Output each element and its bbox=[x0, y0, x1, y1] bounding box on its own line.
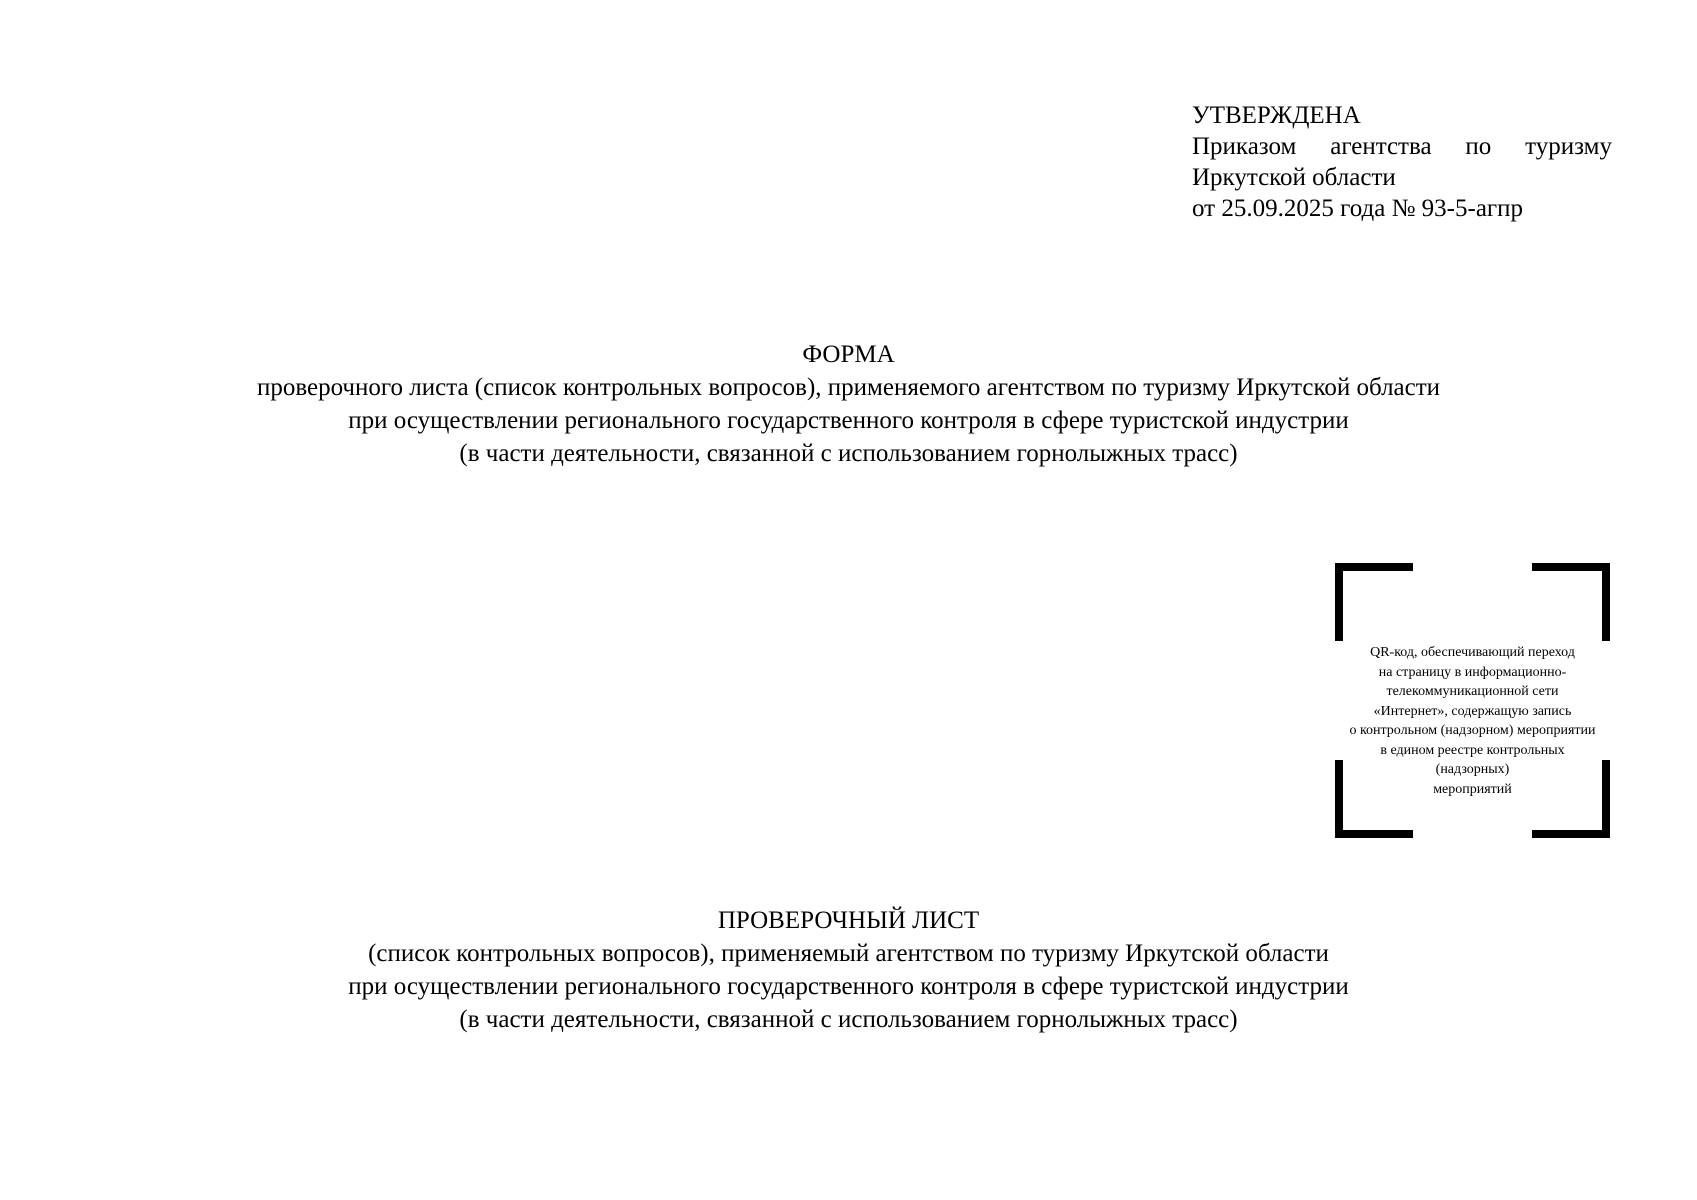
approval-status: УТВЕРЖДЕНА bbox=[1192, 102, 1361, 129]
approval-issuer-word: агентства bbox=[1330, 133, 1432, 160]
qr-caption-line: на страницу в информационно- bbox=[1378, 664, 1567, 680]
qr-caption-line: о контрольном (надзорном) мероприятии bbox=[1349, 723, 1596, 738]
qr-caption-line: (надзорных) bbox=[1435, 762, 1510, 777]
approval-region: Иркутской области bbox=[1192, 164, 1396, 191]
qr-caption-line: в едином реестре контрольных bbox=[1380, 742, 1565, 758]
qr-caption-line: мероприятий bbox=[1433, 781, 1512, 797]
qr-corner-top-right bbox=[1532, 563, 1610, 641]
form-heading-line: (в части деятельности, связанной с использованием горнолыжных трасс) bbox=[459, 440, 1238, 467]
form-heading-line: при осуществлении регионального государственного контроля в сфере туристской индустрии bbox=[348, 407, 1349, 434]
form-heading-line: проверочного листа (список контрольных вопросов), применяемого агентством по туризму Иркутской области bbox=[256, 374, 1441, 401]
qr-caption-line: телекоммуникационной сети bbox=[1386, 684, 1559, 699]
approval-order-ref: от 25.09.2025 года № 93-5-агпр bbox=[1192, 195, 1524, 222]
form-title: ФОРМА bbox=[802, 341, 895, 368]
checklist-heading-line: при осуществлении регионального государственного контроля в сфере туристской индустрии bbox=[348, 973, 1349, 1000]
approval-stamp bbox=[1192, 100, 1612, 224]
qr-code-placeholder bbox=[1335, 563, 1610, 838]
checklist-title: ПРОВЕРОЧНЫЙ ЛИСТ bbox=[717, 907, 980, 934]
approval-issuer-word: Приказом bbox=[1192, 133, 1297, 160]
checklist-heading bbox=[0, 904, 1697, 1036]
checklist-heading-line: (в части деятельности, связанной с использованием горнолыжных трасс) bbox=[459, 1006, 1238, 1033]
approval-issuer bbox=[1192, 131, 1612, 162]
qr-caption bbox=[1331, 643, 1614, 799]
checklist-heading-line: (список контрольных вопросов), применяемый агентством по туризму Иркутской области bbox=[368, 940, 1329, 967]
approval-issuer-word: по bbox=[1465, 133, 1492, 160]
approval-issuer-word: туризму bbox=[1525, 133, 1612, 160]
qr-caption-line: QR-код, обеспечивающий переход bbox=[1370, 645, 1575, 660]
qr-caption-line: «Интернет», содержащую запись bbox=[1373, 703, 1572, 719]
form-heading bbox=[0, 338, 1697, 470]
qr-corner-top-left bbox=[1335, 563, 1413, 641]
